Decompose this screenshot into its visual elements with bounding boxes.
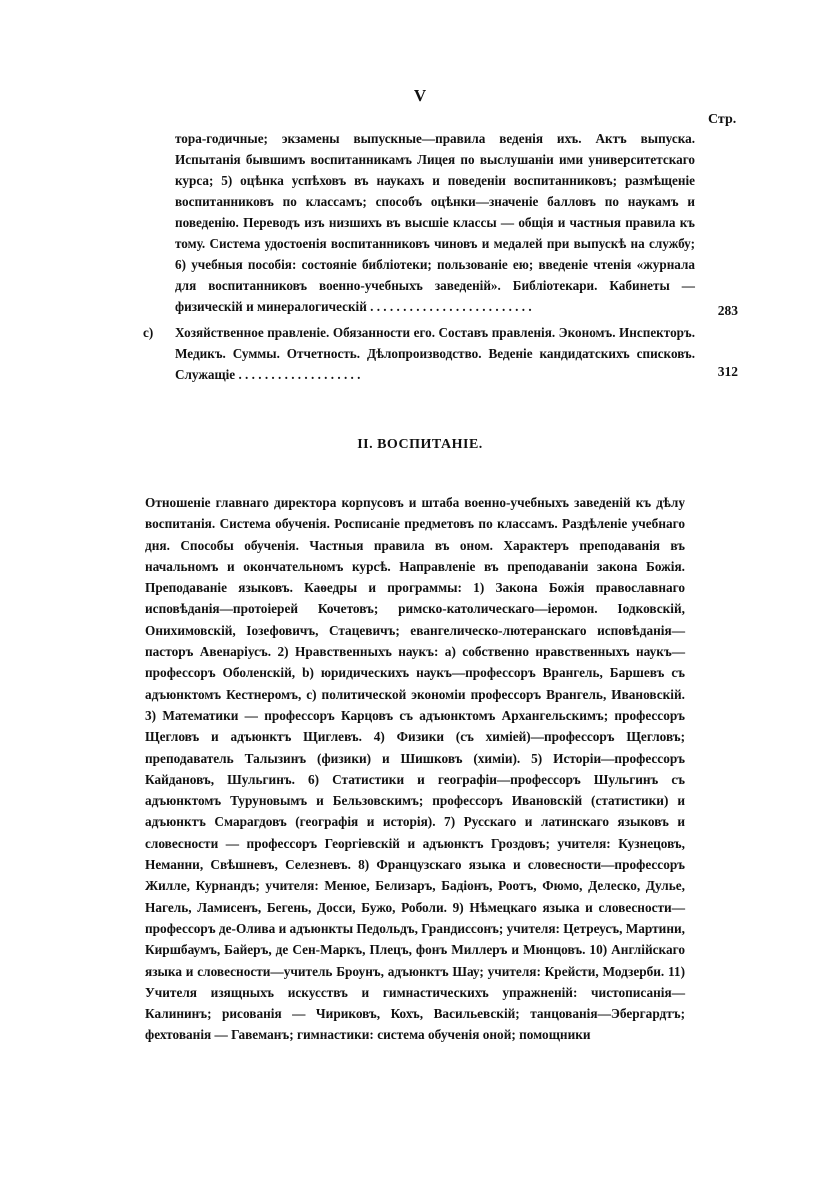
toc-entry-c (175, 322, 695, 385)
toc-entry-b-text: тора-годичные; экзамены выпускные—правила веденія ихъ. Актъ выпуска. Испытанія бывшимъ воспитанникамъ Лицея по выслушаніи ими университетскаго курса; 5) оцѣнка успѣховъ въ наукахъ и поведеніи воспитанниковъ; размѣщеніе воспитанниковъ по классамъ; способъ оцѣнки—значеніе балловъ по наукамъ и поведенію. Переводъ изъ низшихъ въ высшіе классы — общія и частныя правила къ тому. Система удостоенія воспитанниковъ чиновъ и медалей при выпускѣ на службу; 6) учебныя пособія: состояніе библіотеки; пользованіе ею; введеніе чтенія «журнала для воспитанниковъ военно-учебныхъ заведеній». Библіотекари. Кабинеты — физическій и минералогическій . . . . . . . . . . . . . . . . . . . . . . . . . (175, 131, 695, 314)
body-paragraph: Отношеніе главнаго директора корпусовъ и штаба военно-учебныхъ заведеній къ дѣлу воспитанія. Система обученія. Росписаніе предметовъ по классамъ. Раздѣленіе учебнаго дня. Способы обученія. Частныя правила въ оном. Характеръ преподаванія въ начальномъ и окончательномъ курсѣ. Направленіе въ преподаваніи закона Божія. Преподаваніе языковъ. Каѳедры и программы: 1) Закона Божія православнаго исповѣданія—протоіерей Кочетовъ; римско-католическаго—іеромон. Іодковскій, Онихимовскій, Іозефовичъ, Стацевичъ; евангелическо-лютеранскаго исповѣданія—пасторъ Авенаріусъ. 2) Нравственныхъ наукъ: a) собственно нравственныхъ наукъ—профессоръ Оболенскій, b) юридическихъ наукъ—профессоръ Врангель, Баршевъ съ адъюнктомъ Кестнеромъ, c) политической экономіи профессоръ Врангель, Ивановскій. 3) Математики — профессоръ Карцовъ съ адъюнктомъ Архангельскимъ; профессоръ Щегловъ и адъюнктъ Щиглевъ. 4) Физики (съ химіей)—профессоръ Щегловъ; преподаватель Талызинъ (физики) и Шишковъ (химіи). 5) Исторіи—профессоръ Кайдановъ, Шульгинъ. 6) Статистики и географіи—профессоръ Шульгинъ съ адъюнктомъ Туруновымъ и Бельзовскимъ; профессоръ Ивановскій (статистики) и адъюнктъ Смарагдовъ (географія и исторія). 7) Русскаго и латинскаго языковъ и словесности — профессоръ Георгіевскій и адъюнктъ Гроздовъ; учителя: Кузнецовъ, Неманни, Свѣшневъ, Селезневъ. 8) Французскаго языка и словесности—профессоръ Жилле, Курнандъ; учителя: Менюе, Белизаръ, Бадіонъ, Роотъ, Фюмо, Делеско, Дулье, Нагель, Ламисенъ, Бегень, Досси, Бужо, Роболи. 9) Нѣмецкаго языка и словесности—профессоръ де-Олива и адъюнкты Педольдъ, Грандиссонъ; учителя: Цетреусъ, Мартини, Киршбаумъ, Байеръ, де Сен-Маркъ, Плецъ, фонъ Миллеръ и Мюнцовъ. 10) Англійскаго языка и словесности—учитель Броунъ, адъюнктъ Шау; учителя: Крейсти, Модзерби. 11) Учителя изящныхъ искусствъ и гимнастическихъ упражненій: чистописанія—Калининъ; рисованія — Чириковъ, Кохъ, Васильевскій; танцованія—Эбергардтъ; фехтованія — Гавеманъ; гимнастики: система обученія оной; помощники (145, 495, 685, 1043)
page-column-label: Стр. (708, 112, 737, 127)
page-roman-numeral: V (413, 86, 427, 105)
section-title: II. ВОСПИТАНІЕ. (357, 437, 483, 452)
body-section (145, 492, 685, 1046)
toc-entry-c-page: 312 (717, 364, 738, 379)
toc-entry-b-page: 283 (717, 303, 738, 318)
toc-entry-b (175, 128, 695, 317)
toc-entry-c-text: Хозяйственное правленіе. Обязанности его. Составъ правленія. Экономъ. Инспекторъ. Медикъ. Суммы. Отчетность. Дѣлопроизводство. Веденіе кандидатскихъ списковъ. Служащіе . . . . . . . . . . . . . . . . . . . (175, 325, 695, 382)
toc-entry-c-label: c) (143, 325, 154, 340)
